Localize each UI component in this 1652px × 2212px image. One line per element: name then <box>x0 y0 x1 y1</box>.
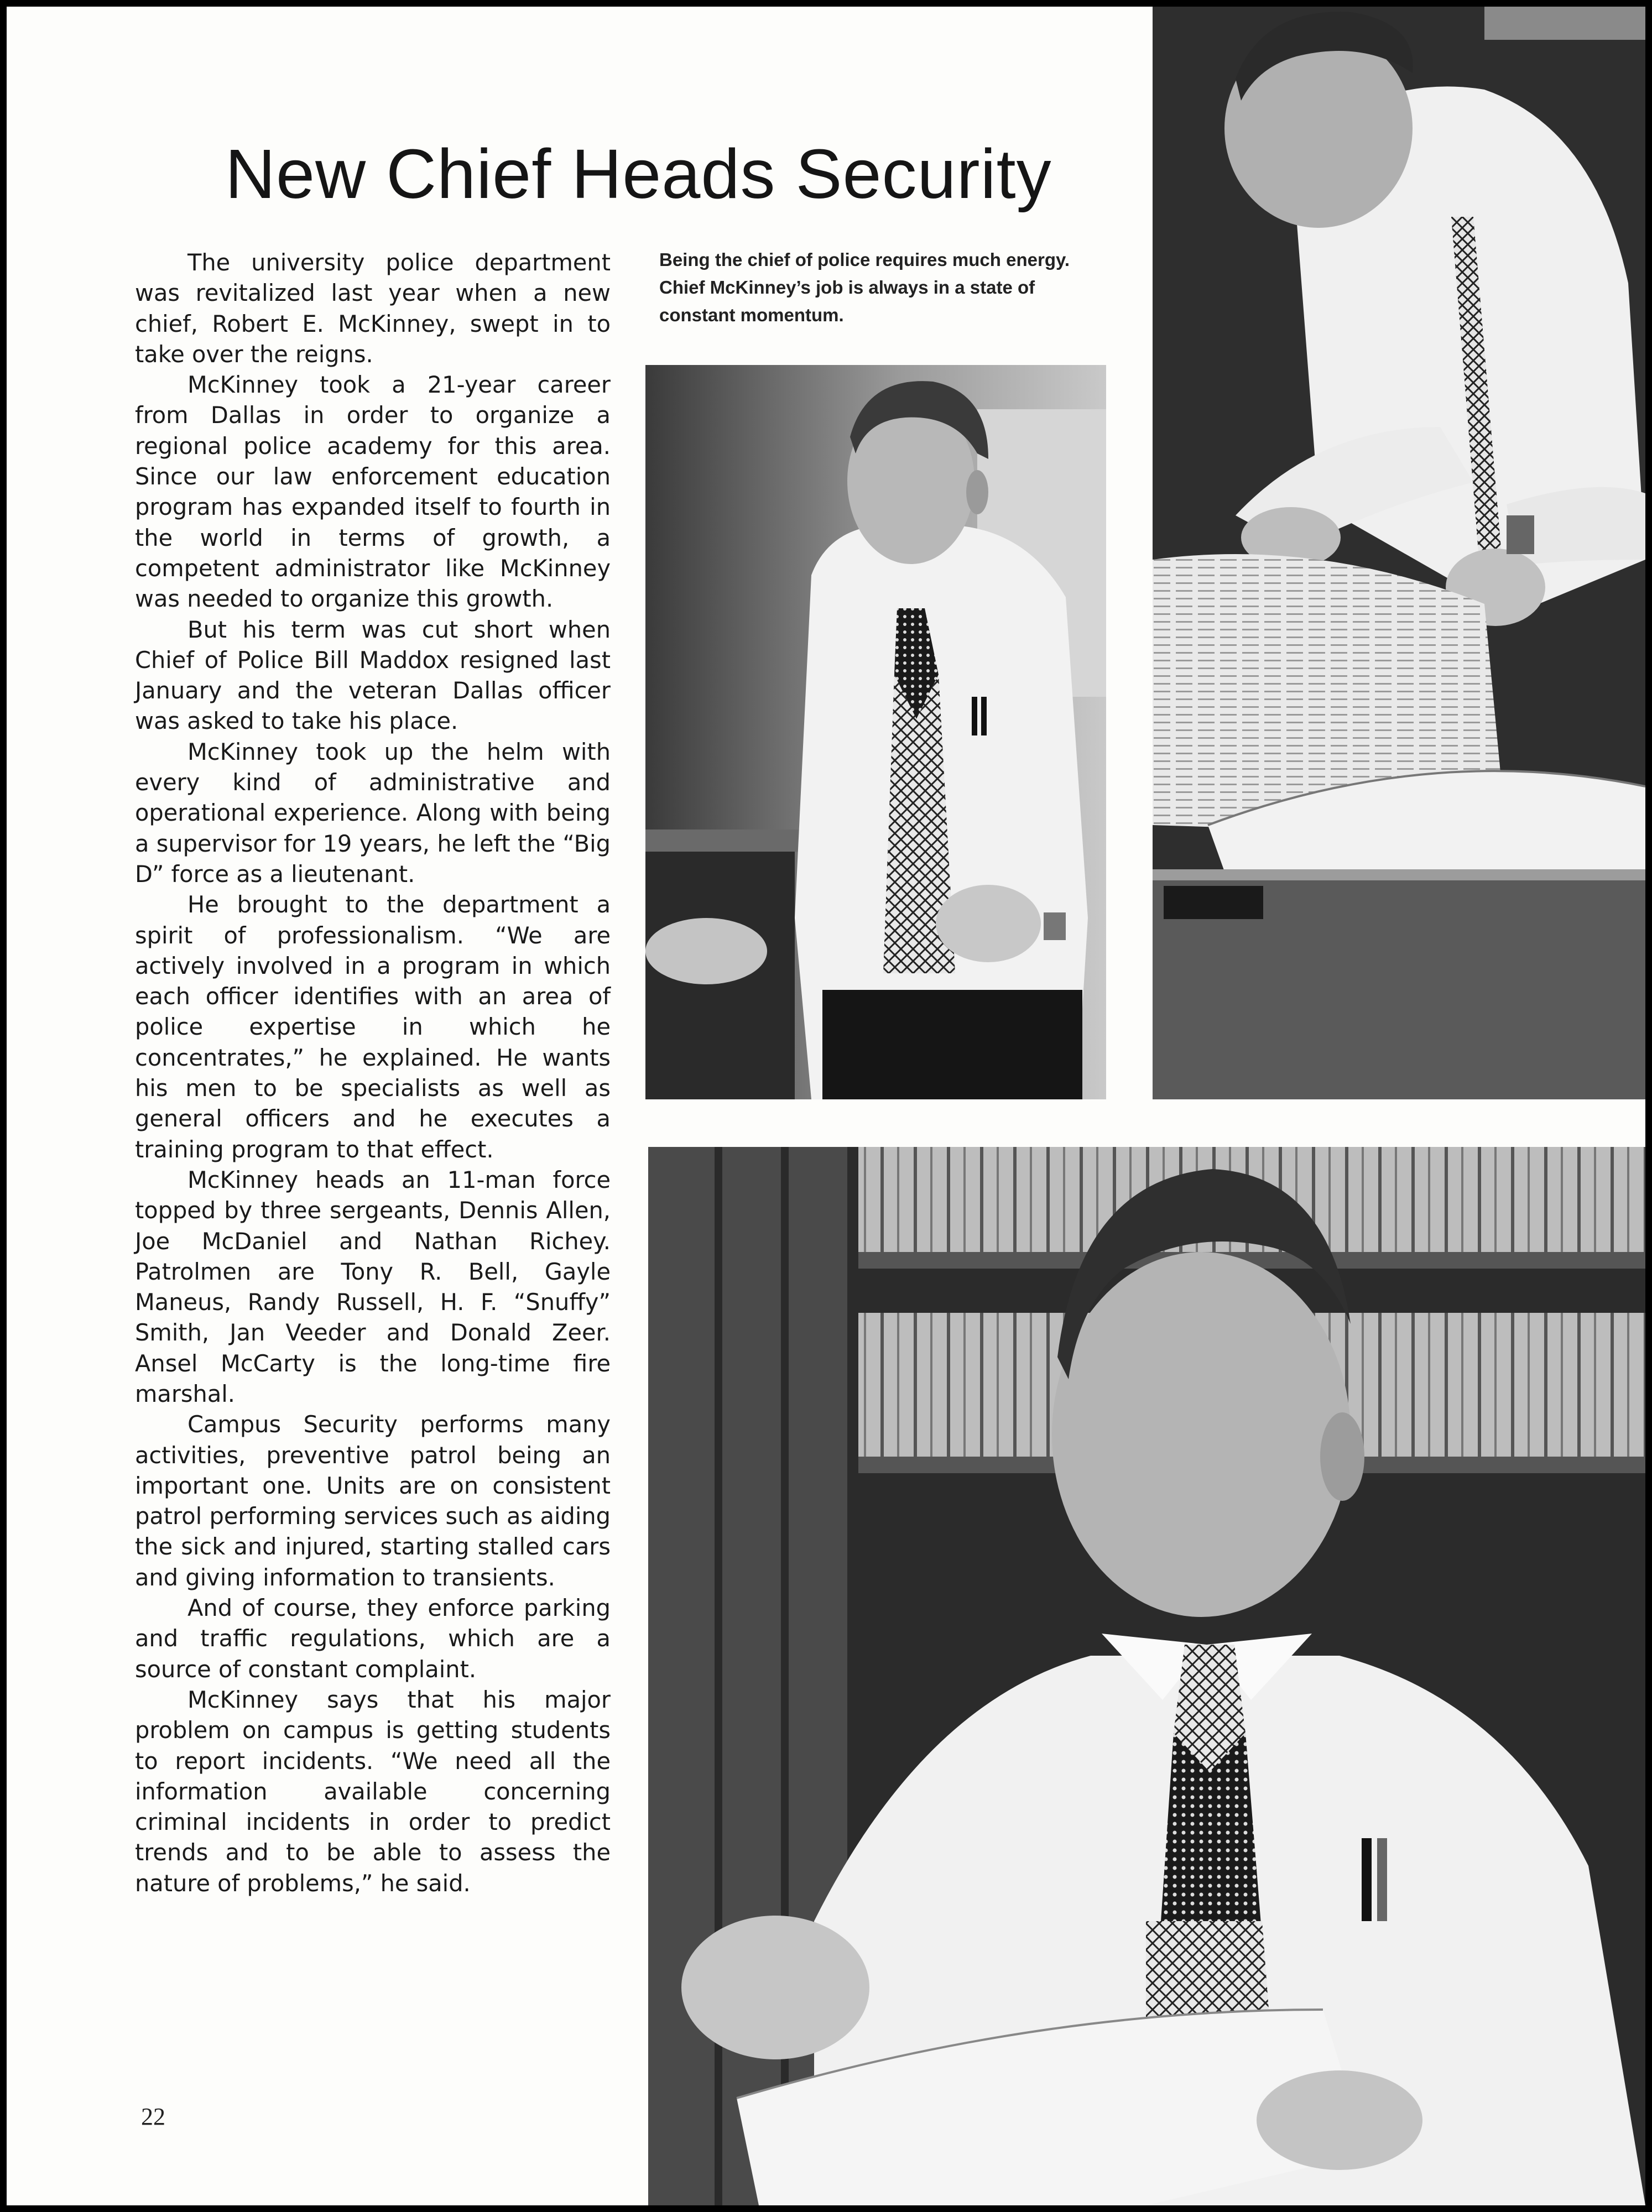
photo-chief-desk <box>648 1147 1645 2205</box>
article-paragraph: And of course, they enforce parking and traffic regulations, which are a source of constant complaint. <box>135 1594 611 1683</box>
article-body <box>135 247 611 1898</box>
article-paragraph: McKinney says that his major problem on campus is getting students to report incidents. “We need all the information available concerning criminal incidents in order to predict trends and to be able to assess the nature of problems,” he said. <box>135 1686 611 1897</box>
photo-caption: Being the chief of police requires much energy. Chief McKinney’s job is always in a state of constant momentum. <box>659 249 1070 325</box>
article-paragraph: Campus Security performs many activities, preventive patrol being an important one. Units are on consistent patrol performing services such as aiding the sick and injured, starting stalled cars and giving information to transients. <box>135 1411 611 1591</box>
page-title: New Chief Heads Security <box>225 135 1052 213</box>
article-paragraph: McKinney heads an 11-man force topped by three sergeants, Dennis Allen, Joe McDaniel and Nathan Richey. Patrolmen are Tony R. Bell, Gayle Maneus, Randy Russell, H. F. “Snuffy” Smith, Jan Veeder and Donald Zeer. Ansel McCarty is the long-time fire marshal. <box>135 1166 611 1407</box>
article-paragraph: He brought to the department a spirit of professionalism. “We are actively involved in a program in which each officer identifies with an area of police expertise in which he concentrates,” he explained. He wants his men to be specialists as well as general officers and he executes a training program to that effect. <box>135 891 611 1163</box>
article-paragraph: The university police department was revitalized last year when a new chief, Robert E. McKinney, swept in to take over the reigns. <box>135 249 611 368</box>
photo-chief-standing <box>645 365 1106 1099</box>
photo-chief-ledger <box>1153 7 1645 1099</box>
article-paragraph: McKinney took up the helm with every kind of administrative and operational experience. Along with being a supervisor for 19 years, he left the “Big D” force as a lieutenant. <box>135 738 611 888</box>
yearbook-page <box>7 7 1645 2205</box>
page-number: 22 <box>141 2103 165 2130</box>
article-paragraph: McKinney took a 21-year career from Dallas in order to organize a regional police academy for this area. Since our law enforcement education program has expanded itself to fourth in the world in terms of growth, a competent administrator like McKinney was needed to organize this growth. <box>135 371 611 613</box>
article-paragraph: But his term was cut short when Chief of Police Bill Maddox resigned last January and the veteran Dallas officer was asked to take his place. <box>135 615 611 735</box>
